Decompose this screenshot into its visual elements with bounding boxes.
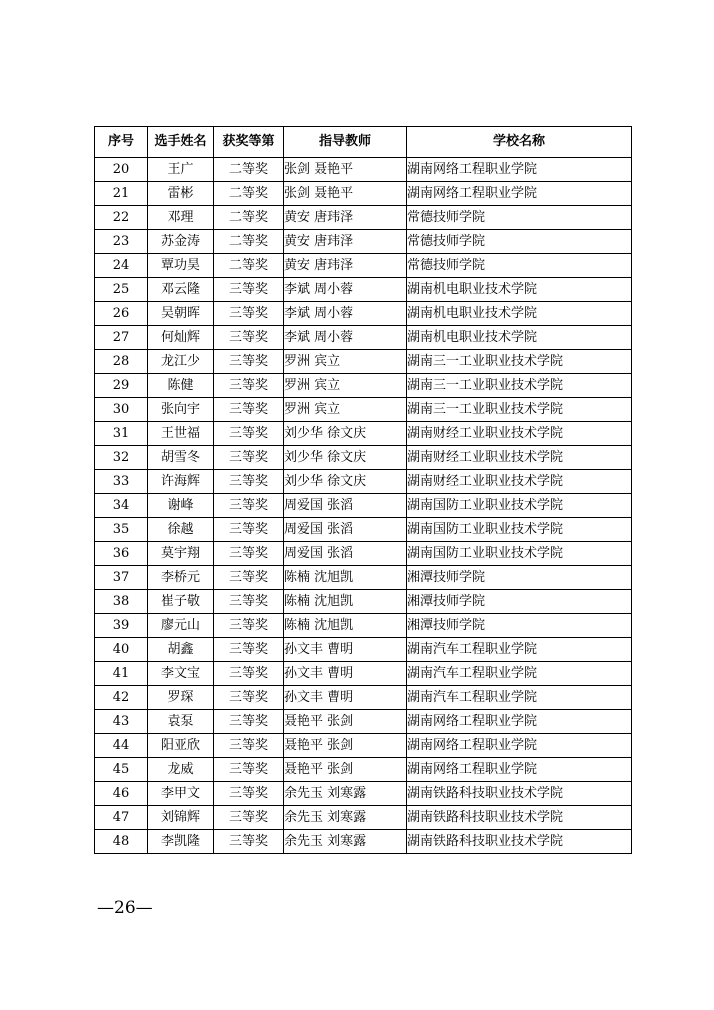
serial-number-cell: 24 [95,254,148,278]
instructor-cell: 余先玉 刘寒露 [284,830,407,854]
instructor-cell: 黄安 唐玮泽 [284,254,407,278]
instructor-cell: 刘少华 徐文庆 [284,470,407,494]
award-level-cell: 三等奖 [214,302,284,326]
serial-number-cell: 23 [95,230,148,254]
contestant-name-cell: 胡雪冬 [148,446,214,470]
award-level-cell: 三等奖 [214,830,284,854]
serial-number-cell: 44 [95,734,148,758]
table-row [95,326,632,350]
table-row [95,350,632,374]
table-row [95,422,632,446]
award-level-cell: 三等奖 [214,446,284,470]
school-name-cell: 湖南汽车工程职业学院 [407,638,632,662]
school-name-cell: 湖南三一工业职业技术学院 [407,398,632,422]
table-row [95,758,632,782]
school-name-cell: 常德技师学院 [407,230,632,254]
table-row [95,470,632,494]
school-name-cell: 湖南机电职业技术学院 [407,278,632,302]
awards-table [94,126,632,854]
instructor-cell: 黄安 唐玮泽 [284,230,407,254]
school-name-cell: 湖南国防工业职业技术学院 [407,542,632,566]
school-name-cell: 湘潭技师学院 [407,566,632,590]
table-row [95,734,632,758]
table-row [95,278,632,302]
serial-number-cell: 34 [95,494,148,518]
serial-number-cell: 43 [95,710,148,734]
serial-number-cell: 35 [95,518,148,542]
award-level-cell: 三等奖 [214,590,284,614]
contestant-name-cell: 王世福 [148,422,214,446]
school-name-cell: 湘潭技师学院 [407,614,632,638]
header-award-level: 获奖等第 [214,127,284,158]
school-name-cell: 湖南汽车工程职业学院 [407,662,632,686]
contestant-name-cell: 崔子敬 [148,590,214,614]
table-row [95,446,632,470]
table-row [95,182,632,206]
serial-number-cell: 31 [95,422,148,446]
instructor-cell: 陈楠 沈旭凯 [284,566,407,590]
serial-number-cell: 26 [95,302,148,326]
contestant-name-cell: 覃功昊 [148,254,214,278]
school-name-cell: 湖南汽车工程职业学院 [407,686,632,710]
school-name-cell: 湖南国防工业职业技术学院 [407,518,632,542]
award-level-cell: 三等奖 [214,470,284,494]
contestant-name-cell: 龙威 [148,758,214,782]
table-header-row [95,127,632,158]
header-serial-number: 序号 [95,127,148,158]
award-level-cell: 三等奖 [214,686,284,710]
contestant-name-cell: 廖元山 [148,614,214,638]
table-row [95,638,632,662]
school-name-cell: 湖南网络工程职业学院 [407,182,632,206]
school-name-cell: 湖南网络工程职业学院 [407,758,632,782]
award-level-cell: 三等奖 [214,518,284,542]
school-name-cell: 湖南铁路科技职业技术学院 [407,782,632,806]
contestant-name-cell: 李甲文 [148,782,214,806]
award-level-cell: 三等奖 [214,422,284,446]
contestant-name-cell: 许海辉 [148,470,214,494]
award-level-cell: 三等奖 [214,782,284,806]
instructor-cell: 聂艳平 张剑 [284,710,407,734]
contestant-name-cell: 张向宇 [148,398,214,422]
table-row [95,254,632,278]
school-name-cell: 湖南机电职业技术学院 [407,302,632,326]
table-row [95,686,632,710]
instructor-cell: 张剑 聂艳平 [284,182,407,206]
serial-number-cell: 33 [95,470,148,494]
award-level-cell: 二等奖 [214,254,284,278]
table-row [95,662,632,686]
contestant-name-cell: 罗琛 [148,686,214,710]
header-instructor: 指导教师 [284,127,407,158]
award-level-cell: 三等奖 [214,542,284,566]
header-contestant-name: 选手姓名 [148,127,214,158]
school-name-cell: 湖南三一工业职业技术学院 [407,374,632,398]
school-name-cell: 常德技师学院 [407,254,632,278]
instructor-cell: 刘少华 徐文庆 [284,422,407,446]
serial-number-cell: 38 [95,590,148,614]
contestant-name-cell: 谢峰 [148,494,214,518]
award-level-cell: 三等奖 [214,758,284,782]
contestant-name-cell: 阳亚欣 [148,734,214,758]
contestant-name-cell: 陈健 [148,374,214,398]
instructor-cell: 余先玉 刘寒露 [284,782,407,806]
contestant-name-cell: 莫宇翔 [148,542,214,566]
instructor-cell: 刘少华 徐文庆 [284,446,407,470]
award-level-cell: 三等奖 [214,374,284,398]
serial-number-cell: 39 [95,614,148,638]
table-body [95,158,632,854]
contestant-name-cell: 李文宝 [148,662,214,686]
instructor-cell: 周爱国 张滔 [284,542,407,566]
school-name-cell: 湖南三一工业职业技术学院 [407,350,632,374]
contestant-name-cell: 李桥元 [148,566,214,590]
table-row [95,710,632,734]
serial-number-cell: 28 [95,350,148,374]
contestant-name-cell: 王广 [148,158,214,182]
school-name-cell: 湖南财经工业职业技术学院 [407,470,632,494]
page-number: —26— [97,898,153,918]
serial-number-cell: 25 [95,278,148,302]
table-row [95,518,632,542]
table-row [95,590,632,614]
serial-number-cell: 27 [95,326,148,350]
instructor-cell: 陈楠 沈旭凯 [284,614,407,638]
instructor-cell: 孙文丰 曹明 [284,686,407,710]
contestant-name-cell: 雷彬 [148,182,214,206]
instructor-cell: 张剑 聂艳平 [284,158,407,182]
instructor-cell: 罗洲 宾立 [284,374,407,398]
table-row [95,398,632,422]
instructor-cell: 罗洲 宾立 [284,350,407,374]
table-row [95,302,632,326]
serial-number-cell: 21 [95,182,148,206]
instructor-cell: 余先玉 刘寒露 [284,806,407,830]
table-row [95,806,632,830]
award-level-cell: 三等奖 [214,566,284,590]
instructor-cell: 孙文丰 曹明 [284,638,407,662]
award-level-cell: 三等奖 [214,494,284,518]
serial-number-cell: 46 [95,782,148,806]
serial-number-cell: 37 [95,566,148,590]
school-name-cell: 湘潭技师学院 [407,590,632,614]
award-level-cell: 三等奖 [214,710,284,734]
serial-number-cell: 32 [95,446,148,470]
table-row [95,374,632,398]
serial-number-cell: 45 [95,758,148,782]
table-row [95,830,632,854]
instructor-cell: 李斌 周小蓉 [284,278,407,302]
award-level-cell: 二等奖 [214,158,284,182]
instructor-cell: 周爱国 张滔 [284,494,407,518]
school-name-cell: 湖南网络工程职业学院 [407,158,632,182]
serial-number-cell: 36 [95,542,148,566]
header-school-name: 学校名称 [407,127,632,158]
serial-number-cell: 41 [95,662,148,686]
award-level-cell: 三等奖 [214,278,284,302]
instructor-cell: 周爱国 张滔 [284,518,407,542]
table-row [95,206,632,230]
contestant-name-cell: 何灿辉 [148,326,214,350]
serial-number-cell: 29 [95,374,148,398]
table-row [95,566,632,590]
serial-number-cell: 48 [95,830,148,854]
school-name-cell: 湖南铁路科技职业技术学院 [407,806,632,830]
award-level-cell: 三等奖 [214,638,284,662]
table-row [95,494,632,518]
table-row [95,614,632,638]
table-row [95,542,632,566]
contestant-name-cell: 刘锦辉 [148,806,214,830]
award-level-cell: 三等奖 [214,326,284,350]
award-level-cell: 二等奖 [214,230,284,254]
table-row [95,782,632,806]
award-level-cell: 三等奖 [214,350,284,374]
serial-number-cell: 40 [95,638,148,662]
award-level-cell: 三等奖 [214,806,284,830]
award-level-cell: 二等奖 [214,182,284,206]
contestant-name-cell: 袁泵 [148,710,214,734]
school-name-cell: 湖南铁路科技职业技术学院 [407,830,632,854]
contestant-name-cell: 吴朝晖 [148,302,214,326]
contestant-name-cell: 徐越 [148,518,214,542]
school-name-cell: 湖南财经工业职业技术学院 [407,446,632,470]
serial-number-cell: 47 [95,806,148,830]
instructor-cell: 李斌 周小蓉 [284,326,407,350]
school-name-cell: 常德技师学院 [407,206,632,230]
table-row [95,230,632,254]
instructor-cell: 聂艳平 张剑 [284,758,407,782]
instructor-cell: 孙文丰 曹明 [284,662,407,686]
contestant-name-cell: 苏金涛 [148,230,214,254]
contestant-name-cell: 胡鑫 [148,638,214,662]
award-level-cell: 三等奖 [214,662,284,686]
school-name-cell: 湖南财经工业职业技术学院 [407,422,632,446]
school-name-cell: 湖南国防工业职业技术学院 [407,494,632,518]
award-level-cell: 三等奖 [214,734,284,758]
contestant-name-cell: 李凯隆 [148,830,214,854]
instructor-cell: 聂艳平 张剑 [284,734,407,758]
table-row [95,158,632,182]
serial-number-cell: 20 [95,158,148,182]
serial-number-cell: 22 [95,206,148,230]
instructor-cell: 陈楠 沈旭凯 [284,590,407,614]
contestant-name-cell: 龙江少 [148,350,214,374]
contestant-name-cell: 邓理 [148,206,214,230]
instructor-cell: 李斌 周小蓉 [284,302,407,326]
school-name-cell: 湖南网络工程职业学院 [407,710,632,734]
serial-number-cell: 30 [95,398,148,422]
instructor-cell: 罗洲 宾立 [284,398,407,422]
award-level-cell: 二等奖 [214,206,284,230]
school-name-cell: 湖南网络工程职业学院 [407,734,632,758]
award-level-cell: 三等奖 [214,614,284,638]
instructor-cell: 黄安 唐玮泽 [284,206,407,230]
award-level-cell: 三等奖 [214,398,284,422]
serial-number-cell: 42 [95,686,148,710]
contestant-name-cell: 邓云隆 [148,278,214,302]
school-name-cell: 湖南机电职业技术学院 [407,326,632,350]
